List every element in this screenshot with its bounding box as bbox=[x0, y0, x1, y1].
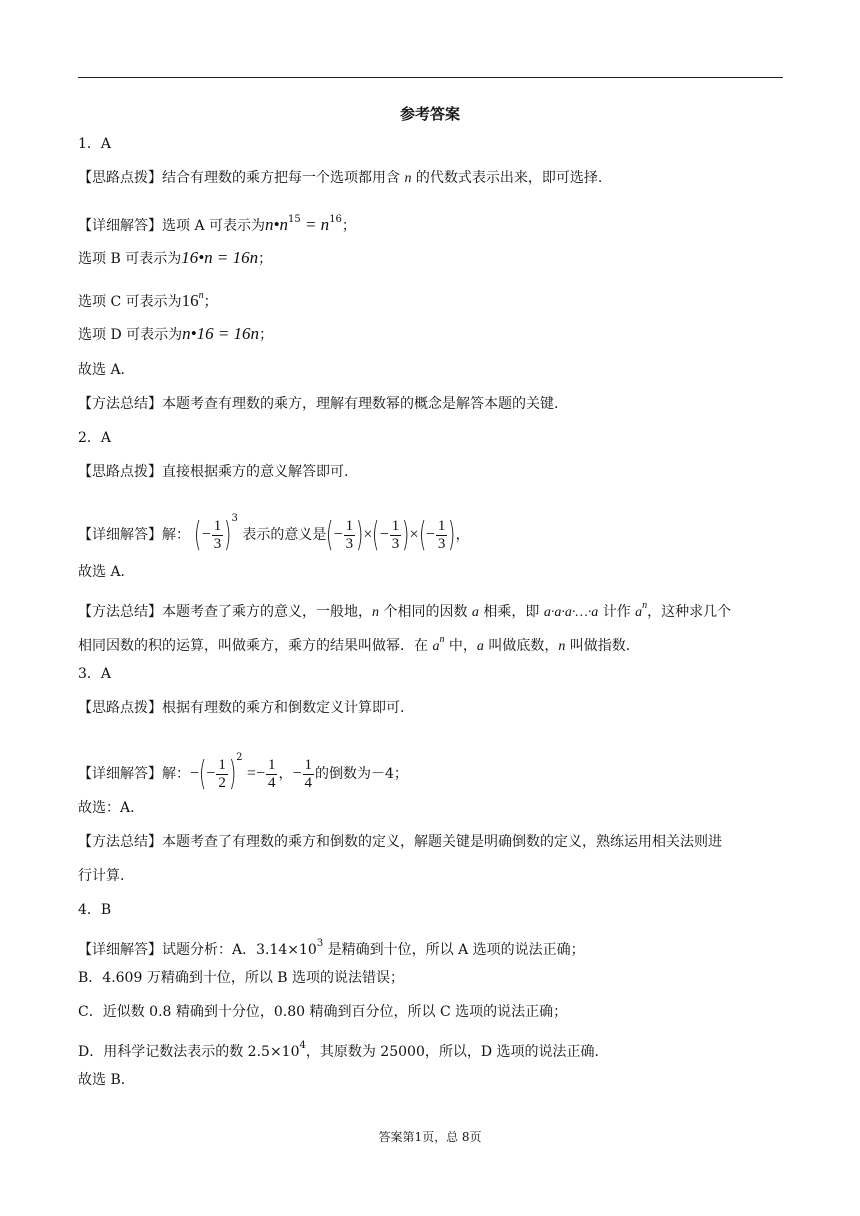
right-paren: ) bbox=[224, 515, 232, 555]
q3-hint: 【思路点拨】根据有理数的乘方和倒数定义计算即可. bbox=[78, 700, 405, 716]
q3-number: 3．A bbox=[78, 666, 112, 682]
q1-optC: 选项 C 可表示为16$^n$； bbox=[78, 290, 218, 310]
q4-lineA: 【详细解答】试题分析：A．$3.14\times 10^3$ 是精确到十位，所以 A 选项的说法正确； bbox=[78, 938, 585, 958]
q1-optD: 选项 D 可表示为n•16 = 16n； bbox=[78, 324, 274, 343]
q1-optB: 选项 B 可表示为16•n = 16n； bbox=[78, 248, 273, 267]
q4-number: 4．B bbox=[78, 902, 112, 918]
q1-number: 1．A bbox=[78, 136, 112, 152]
header-rule bbox=[78, 77, 783, 78]
q2-choice: 故选 A． bbox=[78, 564, 135, 580]
q1-choice: 故选 A． bbox=[78, 362, 135, 378]
q3-choice: 故选：A． bbox=[78, 800, 145, 816]
left-paren: ( bbox=[194, 515, 202, 555]
q1-detail-optA: 【详细解答】选项 A 可表示为$n•n^{15} = n^{16}$； bbox=[78, 214, 356, 234]
q4-lineC: C．近似数 0.8 精确到十分位，0.80 精确到百分位，所以 C 选项的说法正确； bbox=[78, 1004, 568, 1020]
q3-summary-line2: 行计算. bbox=[78, 868, 125, 884]
fraction: $\frac{1}{3}$ bbox=[213, 517, 222, 552]
q1-hint: 【思路点拨】结合有理数的乘方把每一个选项都用含 n 的代数式表示出来，即可选择. bbox=[78, 170, 603, 186]
q2-summary-line1: 【方法总结】本题考查了乘方的意义，一般地，n 个相同的因数 a 相乘，即 a·a·a·…·a 计作 $a^n$，这种求几个 bbox=[78, 600, 732, 620]
q2-summary-line2: 相同因数的积的运算，叫做乘方，乘方的结果叫做幂．在 $a^n$ 中，a 叫做底数，n 叫做指数. bbox=[78, 634, 631, 654]
q2-number: 2．A bbox=[78, 430, 112, 446]
q1-summary: 【方法总结】本题考查有理数的乘方，理解有理数幂的概念是解答本题的关键. bbox=[78, 396, 559, 412]
q4-lineD: D．用科学记数法表示的数 $2.5\times 10^4$，其原数为 25000，所以，D 选项的说法正确. bbox=[78, 1040, 599, 1060]
q2-detail: 【详细解答】解： (− $\frac{1}{3}$ )$^3$ 表示的意义是(− $\frac{1}{3}$ )×(− $\frac{1}{3}$ )×(− $\frac{1}{3}$ )， bbox=[78, 513, 470, 555]
q4-choice: 故选 B． bbox=[78, 1072, 135, 1088]
q4-lineB: B．4.609 万精确到十位，所以 B 选项的说法错误； bbox=[78, 970, 405, 986]
page-title: 参考答案 bbox=[399, 105, 460, 123]
q2-hint: 【思路点拨】直接根据乘方的意义解答即可. bbox=[78, 464, 349, 480]
q3-detail: 【详细解答】解：−(− $\frac{1}{2}$ )$^2$ =− $\frac{1}{4}$ ，− $\frac{1}{4}$ 的倒数为－4； bbox=[78, 752, 408, 794]
q3-summary-line1: 【方法总结】本题考查了有理数的乘方和倒数的定义，解题关键是明确倒数的定义，熟练运用相关法则进 bbox=[78, 834, 722, 850]
page-footer: 答案第1页，总 8页 bbox=[378, 1130, 482, 1144]
